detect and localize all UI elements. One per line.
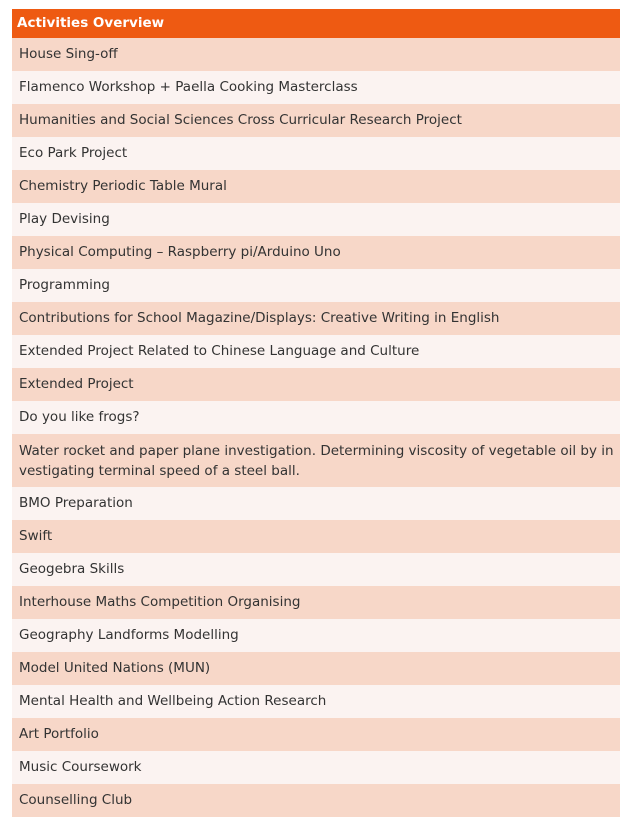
table-row: Swift: [12, 520, 620, 553]
table-row: House Sing-off: [12, 38, 620, 71]
table-row: Mental Health and Wellbeing Action Research: [12, 685, 620, 718]
table-row: Flamenco Workshop + Paella Cooking Masterclass: [12, 71, 620, 104]
table-row: Play Devising: [12, 203, 620, 236]
table-row: Physical Computing – Raspberry pi/Arduino Uno: [12, 236, 620, 269]
table-row: Art Portfolio: [12, 718, 620, 751]
table-row: Geogebra Skills: [12, 553, 620, 586]
table-row: Humanities and Social Sciences Cross Curricular Research Project: [12, 104, 620, 137]
table-row: Chemistry Periodic Table Mural: [12, 170, 620, 203]
table-row: Model United Nations (MUN): [12, 652, 620, 685]
table-row: Do you like frogs?: [12, 401, 620, 434]
table-row: Extended Project Related to Chinese Language and Culture: [12, 335, 620, 368]
table-row: Counselling Club: [12, 784, 620, 817]
table-row: Eco Park Project: [12, 137, 620, 170]
table-row: Water rocket and paper plane investigation. Determining viscosity of vegetable oil by investigating terminal speed of a steel ball.: [12, 434, 620, 487]
table-row: Contributions for School Magazine/Displays: Creative Writing in English: [12, 302, 620, 335]
activities-table: [12, 9, 620, 817]
table-row: BMO Preparation: [12, 487, 620, 520]
table-row: Programming: [12, 269, 620, 302]
table-header: Activities Overview: [12, 9, 620, 38]
table-row: Extended Project: [12, 368, 620, 401]
table-row: Geography Landforms Modelling: [12, 619, 620, 652]
table-row: Interhouse Maths Competition Organising: [12, 586, 620, 619]
table-row: Music Coursework: [12, 751, 620, 784]
